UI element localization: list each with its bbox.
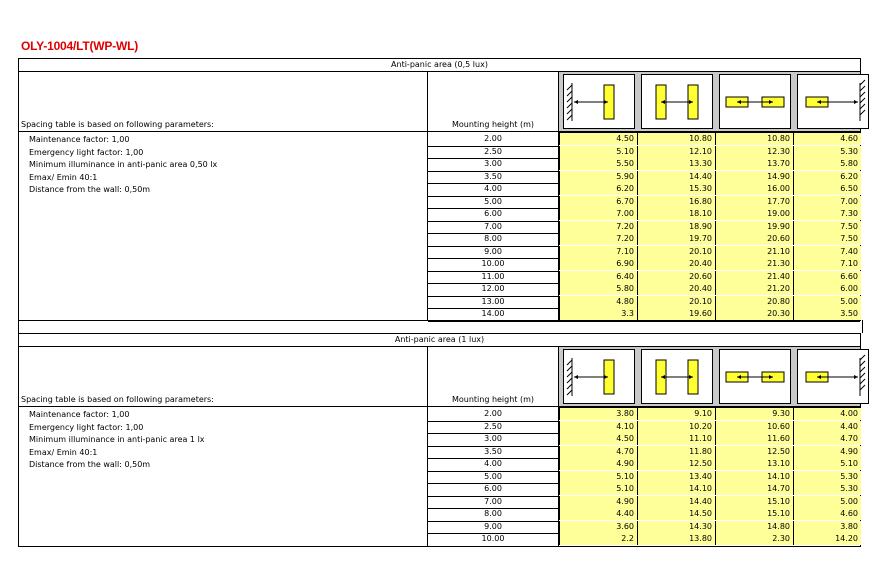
- luminaire-to-wall-end-icon: [797, 74, 869, 129]
- table-row: [428, 408, 860, 420]
- parameters-heading: Spacing table is based on following parameters:: [21, 395, 214, 404]
- spacing-value-cell: 5.10: [559, 483, 637, 495]
- param-item: Distance from the wall: 0,50m: [29, 185, 151, 194]
- spacing-table-1-lux: [18, 333, 861, 547]
- spacing-value-cell: 5.10: [793, 458, 861, 470]
- spacing-value-cell: 16.80: [637, 196, 715, 208]
- spacing-value-cell: 7.20: [559, 221, 637, 233]
- param-item: Maintenance factor: 1,00: [29, 410, 130, 419]
- table-row: [428, 283, 860, 295]
- spacing-table-0-5-lux: [18, 58, 861, 321]
- spacing-value-cell: 6.60: [793, 271, 861, 283]
- spacing-value-cell: 2.2: [559, 533, 637, 545]
- document-title: OLY-1004/LT(WP-WL): [21, 39, 139, 53]
- table-row: [428, 146, 860, 158]
- spacing-value-cell: 20.10: [637, 246, 715, 258]
- spacing-value-cell: 21.30: [715, 258, 793, 270]
- spacing-value-cell: 4.40: [793, 421, 861, 433]
- spacing-value-cell: 14.80: [715, 521, 793, 533]
- spacing-value-cell: 9.10: [637, 408, 715, 420]
- table-body: [18, 346, 861, 547]
- spacing-value-cell: 5.30: [793, 146, 861, 158]
- mounting-height-cell: 3.50: [484, 171, 502, 181]
- spacing-value-cell: 14.40: [637, 171, 715, 183]
- spacing-value-cell: 5.50: [559, 158, 637, 170]
- luminaire-to-luminaire-icon: [641, 74, 713, 129]
- parameters-list: [29, 134, 217, 197]
- spacing-value-cell: 15.10: [715, 508, 793, 520]
- spacing-value-cell: 5.80: [793, 158, 861, 170]
- table-row: [428, 208, 860, 220]
- spacing-value-cell: 4.40: [559, 508, 637, 520]
- spacing-value-cell: 13.30: [637, 158, 715, 170]
- spacing-value-cell: 6.20: [793, 171, 861, 183]
- table-row: [428, 496, 860, 508]
- param-item: Maintenance factor: 1,00: [29, 135, 130, 144]
- spacing-value-cell: 4.70: [793, 433, 861, 445]
- spacing-value-cell: 2.30: [715, 533, 793, 545]
- spacing-value-cell: 19.90: [715, 221, 793, 233]
- mounting-height-cell: 4.00: [484, 184, 502, 193]
- table-row: [428, 471, 860, 483]
- spacing-value-cell: 14.50: [637, 508, 715, 520]
- spacing-value-cell: 4.80: [559, 296, 637, 308]
- parameters-heading: Spacing table is based on following parameters:: [21, 120, 214, 129]
- spacing-value-cell: 20.10: [637, 296, 715, 308]
- spacing-value-cell: 5.10: [559, 146, 637, 158]
- spacing-value-cell: 21.20: [715, 283, 793, 295]
- mounting-height-cell: 3.50: [484, 446, 502, 456]
- param-item: Emergency light factor: 1,00: [29, 147, 144, 157]
- table-row: [428, 233, 860, 245]
- spacing-value-cell: 12.50: [715, 446, 793, 458]
- diagram-icon-row: [559, 347, 860, 408]
- mounting-height-cell: 2.50: [484, 421, 502, 431]
- spacing-value-cell: 6.50: [793, 183, 861, 195]
- spacing-value-cell: 11.60: [715, 433, 793, 445]
- spacing-value-cell: 18.90: [637, 221, 715, 233]
- spacing-value-cell: 12.50: [637, 458, 715, 470]
- spacing-value-cell: 5.90: [559, 171, 637, 183]
- luminaire-to-luminaire-end-icon: [719, 349, 791, 404]
- spacing-value-cell: 5.10: [559, 471, 637, 483]
- table-row: [428, 533, 860, 545]
- spacing-value-cell: 3.3: [559, 308, 637, 320]
- table-heading: Anti-panic area (1 lux): [18, 333, 861, 346]
- mounting-height-cell: 10.00: [481, 534, 505, 543]
- spacing-value-cell: 4.50: [559, 433, 637, 445]
- table-row: [428, 308, 860, 320]
- spacing-value-cell: 6.90: [559, 258, 637, 270]
- spacing-value-cell: 4.50: [559, 133, 637, 145]
- spacing-value-cell: 4.90: [559, 458, 637, 470]
- spacing-value-cell: 3.80: [559, 408, 637, 420]
- luminaire-to-luminaire-end-icon: [719, 74, 791, 129]
- spacing-value-cell: 18.10: [637, 208, 715, 220]
- spacing-value-cell: 9.30: [715, 408, 793, 420]
- spacing-value-cell: 7.00: [559, 208, 637, 220]
- luminaire-to-luminaire-icon: [641, 349, 713, 404]
- mounting-height-cell: 5.00: [484, 471, 502, 481]
- mounting-height-cell: 10.00: [481, 259, 505, 268]
- spacing-value-cell: 5.30: [793, 483, 861, 495]
- table-row: [428, 521, 860, 533]
- mounting-height-cell: 6.00: [484, 484, 502, 493]
- param-item: Minimum illuminance in anti-panic area 1 lx: [29, 435, 205, 444]
- spacing-value-cell: 10.80: [637, 133, 715, 145]
- mounting-height-cell: 7.00: [484, 221, 502, 231]
- table-row: [428, 296, 860, 308]
- spacing-value-cell: 4.60: [793, 508, 861, 520]
- spacing-value-cell: 20.40: [637, 258, 715, 270]
- mounting-height-cell: 8.00: [484, 234, 502, 243]
- spacing-value-cell: 7.40: [793, 246, 861, 258]
- spacing-value-cell: 17.70: [715, 196, 793, 208]
- spacing-value-cell: 5.30: [793, 471, 861, 483]
- spacing-value-cell: 3.50: [793, 308, 861, 320]
- spacing-value-cell: 13.80: [637, 533, 715, 545]
- mounting-height-cell: 6.00: [484, 209, 502, 218]
- spacing-value-cell: 14.90: [715, 171, 793, 183]
- spacing-value-cell: 12.10: [637, 146, 715, 158]
- spacing-value-cell: 14.10: [637, 483, 715, 495]
- mounting-height-cell: 9.00: [484, 246, 502, 256]
- mounting-height-cell: 3.00: [484, 159, 502, 168]
- table-row: [428, 271, 860, 283]
- spacing-value-cell: 21.10: [715, 246, 793, 258]
- mounting-height-cell: 3.00: [484, 434, 502, 443]
- param-item: Emax/ Emin 40:1: [29, 172, 98, 182]
- spacing-value-cell: 10.20: [637, 421, 715, 433]
- mounting-height-cell: 4.00: [484, 459, 502, 468]
- spacing-value-cell: 16.00: [715, 183, 793, 195]
- param-item: Minimum illuminance in anti-panic area 0,50 lx: [29, 160, 218, 169]
- spacing-value-cell: 19.00: [715, 208, 793, 220]
- spacing-value-cell: 20.30: [715, 308, 793, 320]
- spacing-value-cell: 14.10: [715, 471, 793, 483]
- spacing-value-cell: 6.70: [559, 196, 637, 208]
- mounting-height-heading: Mounting height (m): [451, 120, 535, 129]
- spacing-value-cell: 20.40: [637, 283, 715, 295]
- spacing-value-cell: 14.20: [793, 533, 861, 545]
- spacing-value-cell: 4.90: [559, 496, 637, 508]
- spacing-value-cell: 7.10: [559, 246, 637, 258]
- param-item: Distance from the wall: 0,50m: [29, 460, 151, 469]
- table-row: [428, 246, 860, 258]
- table-row: [428, 446, 860, 458]
- mounting-height-cell: 14.00: [481, 309, 505, 318]
- table-row: [428, 433, 860, 445]
- spacing-value-cell: 7.30: [793, 208, 861, 220]
- table-row: [428, 171, 860, 183]
- param-item: Emergency light factor: 1,00: [29, 422, 144, 432]
- mounting-height-cell: 12.00: [481, 284, 505, 293]
- spacing-value-cell: 19.60: [637, 308, 715, 320]
- spacing-value-cell: 10.60: [715, 421, 793, 433]
- spacing-value-cell: 4.00: [793, 408, 861, 420]
- mounting-height-cell: 13.00: [481, 296, 505, 306]
- spacing-value-cell: 4.10: [559, 421, 637, 433]
- table-row: [428, 158, 860, 170]
- spacing-value-cell: 6.20: [559, 183, 637, 195]
- spacing-value-cell: 10.80: [715, 133, 793, 145]
- spacing-value-cell: 5.00: [793, 496, 861, 508]
- spacing-value-cell: 20.60: [715, 233, 793, 245]
- mounting-height-heading: Mounting height (m): [451, 395, 535, 404]
- mounting-height-cell: 11.00: [481, 271, 505, 281]
- luminaire-to-wall-end-icon: [797, 349, 869, 404]
- spacing-value-cell: 3.80: [793, 521, 861, 533]
- spacing-value-cell: 7.00: [793, 196, 861, 208]
- mounting-height-cell: 5.00: [484, 196, 502, 206]
- spacing-value-cell: 19.70: [637, 233, 715, 245]
- parameters-list: [29, 409, 205, 472]
- wall-to-luminaire-icon: [563, 74, 635, 129]
- wall-to-luminaire-icon: [563, 349, 635, 404]
- spacing-value-cell: 14.30: [637, 521, 715, 533]
- table-row: [428, 221, 860, 233]
- spacing-value-cell: 11.80: [637, 446, 715, 458]
- spacing-value-cell: 13.10: [715, 458, 793, 470]
- spacing-value-cell: 15.30: [637, 183, 715, 195]
- table-row: [428, 421, 860, 433]
- spacing-value-cell: 15.10: [715, 496, 793, 508]
- spacing-value-cell: 5.80: [559, 283, 637, 295]
- diagram-icon-row: [559, 72, 860, 133]
- spacing-value-cell: 4.60: [793, 133, 861, 145]
- table-row: [428, 183, 860, 195]
- spacing-value-cell: 7.50: [793, 221, 861, 233]
- table-row: [428, 483, 860, 495]
- spacing-value-cell: 4.70: [559, 446, 637, 458]
- mounting-height-cell: 2.00: [484, 134, 502, 143]
- table-heading: Anti-panic area (0,5 lux): [18, 58, 861, 71]
- mounting-height-cell: 9.00: [484, 521, 502, 531]
- spacing-value-cell: 7.20: [559, 233, 637, 245]
- table-row: [428, 508, 860, 520]
- mounting-height-cell: 7.00: [484, 496, 502, 506]
- mounting-height-cell: 2.00: [484, 409, 502, 418]
- spacing-value-cell: 11.10: [637, 433, 715, 445]
- table-row: [428, 258, 860, 270]
- param-item: Emax/ Emin 40:1: [29, 447, 98, 457]
- spacing-value-cell: 20.80: [715, 296, 793, 308]
- spacing-value-cell: 13.40: [637, 471, 715, 483]
- spacing-value-cell: 3.60: [559, 521, 637, 533]
- spacing-value-cell: 6.00: [793, 283, 861, 295]
- spacing-value-cell: 7.10: [793, 258, 861, 270]
- table-row: [428, 196, 860, 208]
- spacing-value-cell: 7.50: [793, 233, 861, 245]
- spacing-value-cell: 4.90: [793, 446, 861, 458]
- spacing-value-cell: 5.00: [793, 296, 861, 308]
- spacing-value-cell: 13.70: [715, 158, 793, 170]
- table-row: [428, 133, 860, 145]
- spacing-value-cell: 6.40: [559, 271, 637, 283]
- spacing-value-cell: 14.70: [715, 483, 793, 495]
- table-row: [428, 458, 860, 470]
- spacing-value-cell: 20.60: [637, 271, 715, 283]
- mounting-height-cell: 8.00: [484, 509, 502, 518]
- mounting-height-cell: 2.50: [484, 146, 502, 156]
- spacing-value-cell: 14.40: [637, 496, 715, 508]
- table-body: [18, 71, 861, 321]
- spacing-value-cell: 21.40: [715, 271, 793, 283]
- spacing-value-cell: 12.30: [715, 146, 793, 158]
